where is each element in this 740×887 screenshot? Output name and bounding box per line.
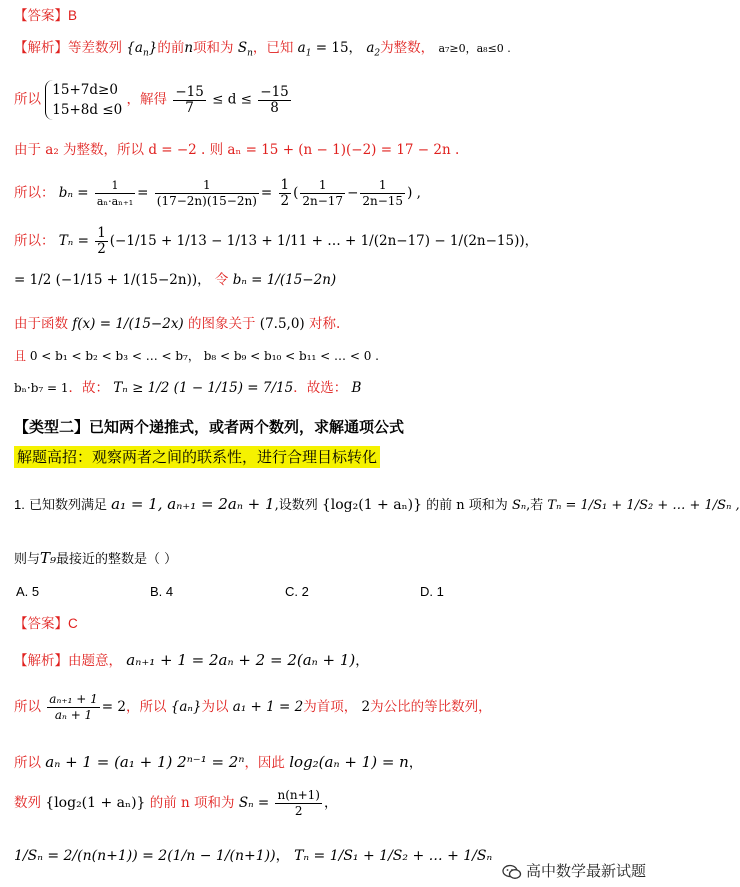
type-heading: 【类型二】已知两个递推式，或者两个数列，求解通项公式 — [14, 418, 405, 436]
analysis-label-2: 【解析】 — [14, 653, 68, 668]
highlighted-tip: 解题高招：观察两者之间的联系性，进行合理目标转化 — [14, 446, 380, 468]
answer-value-2: C — [68, 616, 78, 631]
conclusion-line: bₙ·b₇ = 1．故： Tₙ ≥ 1/2 (1 − 1/15) = 7/15．故选： B — [14, 380, 362, 396]
analysis2-line-1: 【解析】由题意， aₙ₊₁ + 1 = 2aₙ + 2 = 2(aₙ + 1)， — [14, 651, 369, 669]
wechat-icon — [502, 864, 522, 880]
function-line: 由于函数 f(x) = 1/(15−2x) 的图象关于 (7.5,0) 对称. — [14, 316, 341, 332]
watermark: 高中数学最新试题 — [502, 860, 646, 881]
question-stem: 1. 已知数列满足 a₁ = 1, aₙ₊₁ = 2aₙ + 1,设数列 {log₂(1 + aₙ)} 的前 n 项和为 Sₙ,若 Tₙ = 1/S₁ + 1/S₂ + … + 1/Sₙ , — [14, 495, 740, 513]
d-line: 由于 a₂ 为整数，所以 d = −2 . 则 aₙ = 15 + (n − 1)(−2) = 17 − 2n . — [14, 142, 460, 158]
analysis2-line-2: 所以 $\frac{\text{aₙ₊₁ + 1}}{\text{aₙ + 1}}$ = 2，所以 {aₙ}为以 a₁ + 1 = 2为首项， 2为公比的等比数列， — [14, 692, 492, 722]
option-b[interactable]: B. 4 — [150, 584, 174, 599]
analysis-line-1: 【解析】等差数列 $\{a_n\}$的前n项和为 $S_n$，已知 $a_1 = 15$， $a_2$为整数， a₇≥0，a₈≤0 . — [14, 40, 511, 59]
Tn-line: 所以： Tₙ = $\frac{1}{2}$ (−1/15 + 1/13 − 1/13 + 1/11 + … + 1/(2n−17) − 1/(2n−15))， — [14, 225, 539, 257]
analysis-label: 【解析】 — [14, 40, 68, 55]
answer-value: B — [68, 8, 78, 23]
system-line: 所以 15+7d≥0 15+8d ≤0 ，解得 $\frac{-15}{7}$ ≤ d ≤ $\frac{-15}{8}$ — [14, 82, 289, 118]
answer-line-2 — [14, 614, 652, 634]
answer-label: 【答案】 — [14, 8, 68, 23]
analysis2-line-4: 数列 {log₂(1 + aₙ)} 的前 n 项和为 Sₙ = $\frac{n(n+1)}{2}$ ， — [14, 788, 338, 818]
inequality-system: 15+7d≥0 15+8d ≤0 — [45, 80, 122, 120]
option-d[interactable]: D. 1 — [420, 584, 444, 599]
order-line: 且 0 < b₁ < b₂ < b₃ < … < b₇， b₈ < b₉ < b₁₀ < b₁₁ < … < 0 . — [14, 349, 379, 363]
tip-line — [14, 446, 652, 468]
analysis2-line-5: 1/Sₙ = 2/(n(n+1)) = 2(1/n − 1/(n+1))， Tₙ = 1/S₁ + 1/S₂ + … + 1/Sₙ — [14, 848, 493, 864]
option-c[interactable]: C. 2 — [285, 584, 309, 599]
question-stem-2: 则与T₉最接近的整数是（ ） — [14, 549, 178, 567]
answer-label-2: 【答案】 — [14, 616, 68, 631]
answer-line-1 — [14, 6, 652, 26]
option-a[interactable]: A. 5 — [16, 584, 40, 599]
Tn-simplified-line: = 1/2 (−1/15 + 1/(15−2n))， 令 bₙ = 1/(15−2n) — [14, 272, 337, 288]
bn-line: 所以： bₙ = $\frac{1}{\text{aₙ·aₙ₊₁}}$ = $\frac{1}{(17-2n)(15-2n)}$ = $\frac{1}{2}$ ( $\frac{1}{2n-17}$ − $\frac{1}{2n-15}$ ) , — [14, 177, 421, 209]
analysis2-line-3: 所以 aₙ + 1 = (a₁ + 1) 2ⁿ⁻¹ = 2ⁿ，因此 log₂(aₙ + 1) = n， — [14, 753, 423, 771]
